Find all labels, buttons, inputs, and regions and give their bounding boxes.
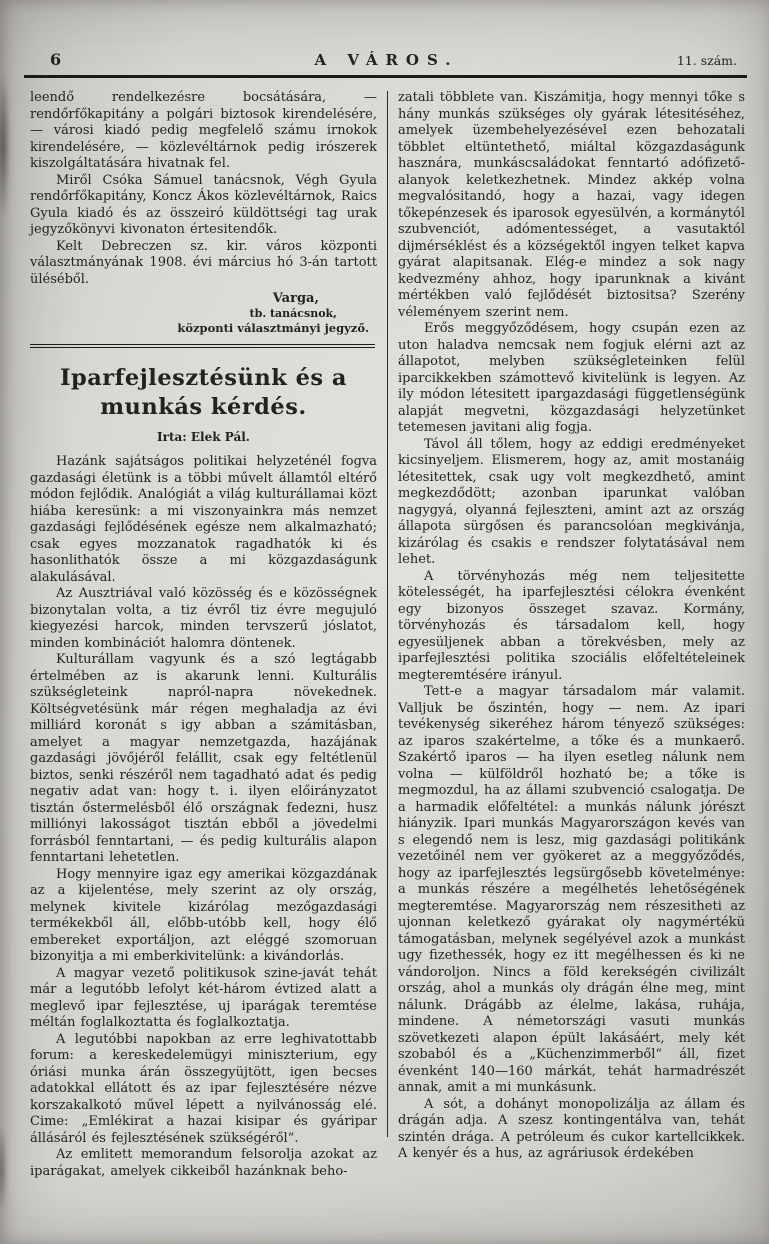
paragraph: Az Ausztriával való közösség és e közösségnek bizonytalan volta, a tiz évről tiz évre megujuló kiegyezési harcok, minden tervszerű jóslatot, minden kombinációt halomra döntenek. [30,586,377,651]
article-title: Iparfejlesztésünk és a munkás kérdés. [59,364,348,420]
article-byline: Irta: Elek Pál. [157,430,250,444]
signature-role: központi választmányi jegyző. [177,321,369,335]
signature-name: Varga, [272,291,319,306]
paragraph-continued: leendő rendelkezésre bocsátására, — rendőrfőkapitány a polgári biztosok kirendelésére, — városi kiadó pedig megfelelő számu irnokok kirendelésére, — közlevéltárnok pedig irószerek kiszolgáltatására hivatnak fel. [30,90,377,171]
paragraph: A sót, a dohányt monopolizálja az állam és drágán adja. A szesz kontingentálva van, tehát szintén drága. A petróleum és cukor kartellcikkek. A kenyér és a hus, az agráriusok érdekében [398,1096,745,1161]
paragraph: Hogy mennyire igaz egy amerikai közgazdának az a kijelentése, mely szerint az oly ország, melynek kivitele kizárólag mezőgazdasági termékekből áll, előbb-utóbb kell, hogy élő embereket exportáljon, azt eléggé szomoruan bizonyitja a mi emberkivitelünk: a kivándorlás. [30,866,377,964]
paragraph: A legutóbbi napokban az erre leghivatottabb forum: a kereskedelemügyi miniszterium, egy óriási munka árán összegyüjtött, igen becses adatokkal ellátott és az ipar fejlesztésére nézve korszakalkotó művel lépett a nyilvánosság elé. Cime: „Emlékirat a hazai kisipar és gyáripar állásáról és fejlesztésének szükségéről“. [30,1031,377,1146]
signature-block [30,292,377,336]
paragraph: Az emlitett memorandum felsorolja azokat az iparágakat, amelyek cikkeiből hazánknak beho- [30,1147,377,1179]
page-number: 6 [50,50,62,69]
section-divider [30,344,375,348]
left-column [30,90,387,1180]
paragraph: Tett-e a magyar társadalom már valamit. Valljuk be őszintén, hogy — nem. Az ipari tevékenység sikeréhez három tényező szükséges: az iparos szakértelme, a tőke és a munkaerő. Szakértő iparos — ha ilyen esetleg nálunk nem volna — külföldről hozható be; a tőke is megmozdul, ha az állami szubvenció csalogatja. De a harmadik előfeltétel: a munkás nálunk jórészt hiányzik. Ipari munkás Magyarországon kevés van s elegendő nem is lesz, mig gazdasági politikánk vezetőinél nem ver gyökeret az a meggyőződés, hogy az iparfejlesztés legsürgősebb követelménye: a munkás részére a megélhetés lehetőségének megteremtése. Magyarország nem részesitheti az ujonnan keletkező gyárakat oly nagymértékü támogatásban, melynek segélyével azok a munkást ugy fizethessék, hogy ez itt megélhessen és ki ne vándoroljon. Nincs a föld kerekségén civilizált ország, ahol a munkás oly drágán élne meg, mint nálunk. Drágább az élelme, lakása, ruhája, mindene. A németországi vasuti munkás szövetkezeti alapon épült lakásáért, mely két szobaból és a „Küchenzimmerből“ áll, fizet évenként 140—160 márkát, tehát harmadrészét annak, amit a mi munkásunk. [398,684,745,1095]
paragraph: A magyar vezető politikusok szine-javát tehát már a legutóbb lefolyt két-három évtized alatt a meglevő ipar fejlesztése, uj iparágak teremtése méltán foglalkoztatta és foglalkoztatja. [30,965,377,1030]
paragraph: Kelt Debreczen sz. kir. város központi választmányának 1908. évi március hó 3-án tartott üléséből. [30,238,377,287]
paragraph: A törvényhozás még nem teljesitette kötelességét, ha iparfejlesztési célokra évenként egy bizonyos összeget szavaz. Kormány, törvényhozás és társadalom kell, hogy egyesüljenek abban a törekvésben, mely az iparfejlesztési politika szociális előfeltételeinek megteremtésére irányul. [398,568,745,683]
paragraph: Távol áll tőlem, hogy az eddigi eredményeket kicsinyeljem. Elismerem, hogy az, amit mostanáig létesitettek, csak ugy volt megkezdhető, amint megkezdődött; azonban iparunkat valóban nagygyá, olyanná fejleszteni, amint azt az ország állapota sürgősen és parancsolóan megkivánja, kizárólag és csakis e rendszer folytatásával nem lehet. [398,436,745,567]
columns [0,78,769,1180]
issue-number: 11. szám. [676,53,737,68]
paragraph: Erős meggyőződésem, hogy csupán ezen az uton haladva nemcsak nem fogjuk elérni azt az állapotot, melyben szükségleteinken felül iparcikkekben számottevő kivitelünk is legyen. Az ily módon létesitett ipargazdasági függetlenségünk alapját megvetni, közgazdasági helyzetünket tetemesen javitani alig fogja. [398,321,745,435]
right-column [388,90,745,1180]
paragraph-continued: zatali többlete van. Kiszámitja, hogy mennyi tőke s hány munkás szükséges oly gyárak létesitéséhez, amelyek üzembehelyezésével ezen behozatali többlet eltüntethető, miáltal közgazdaságunk hasznára, munkáscsaládokat fenntartó adófizető-alanyok keletkezhetnek. Mindez akkép volna megvalósitandó, hogy a hazai, vagy idegen tőkepénzesek és iparosok egyesülvén, a kormánytól szubvenciót, adómentességet, a vasutaktól dijmérséklést és a községektől ingyen telket kapva gyárat alapitsanak. Elég-e mindez a sok nagy kedvezmény ahhoz, hogy iparunknak a kivánt mértékben való fejlődését biztositsa? Szerény véleményem szerint nem. [398,90,745,320]
signature-title: tb. tanácsnok, [249,306,337,320]
page-header [0,0,769,73]
paragraph: Miről Csóka Sámuel tanácsnok, Végh Gyula rendőrfőkapitány, Koncz Ákos közlevéltárnok, Raics Gyula kiadó és az összeiró küldöttségi tag urak jegyzőkönyvi kivonaton értesitendők. [30,172,377,237]
paragraph: Hazánk sajátságos politikai helyzeténél fogva gazdasági életünk is a többi művelt államtól eltérő módon fejlődik. Analógiát a világ kulturállamai közt hiába keresünk: a mi viszonyainkra más nemzet gazdasági fejlődésének egésze nem alkalmazható; csak egyes mozzanatok ragadhatók ki és hasonlithatók össze a mi közgazdaságunk alakulásával. [30,454,377,585]
paragraph: Kulturállam vagyunk és a szó legtágabb értelmében az is akarunk lenni. Kulturális szükségleteink napról-napra növekednek. Költségvetésünk már régen meghaladja az évi milliárd koronát s igy abban a számitásban, amelyet a magyar nemzetgazda, hazájának gazdasági jövőjéről felállit, csak egy feltétlenül biztos, senki részéről nem tagadható adat és pedig negativ adat van: hogy t. i. ilyen előirányzatot tisztán őstermelésből élő országnak fedezni, husz milliónyi lakosságot tisztán ebből a jövedelmi forrásból fenntartani, — és pedig kulturális alapon fenntartani lehetetlen. [30,652,377,865]
journal-title: A VÁROS. [314,51,459,69]
